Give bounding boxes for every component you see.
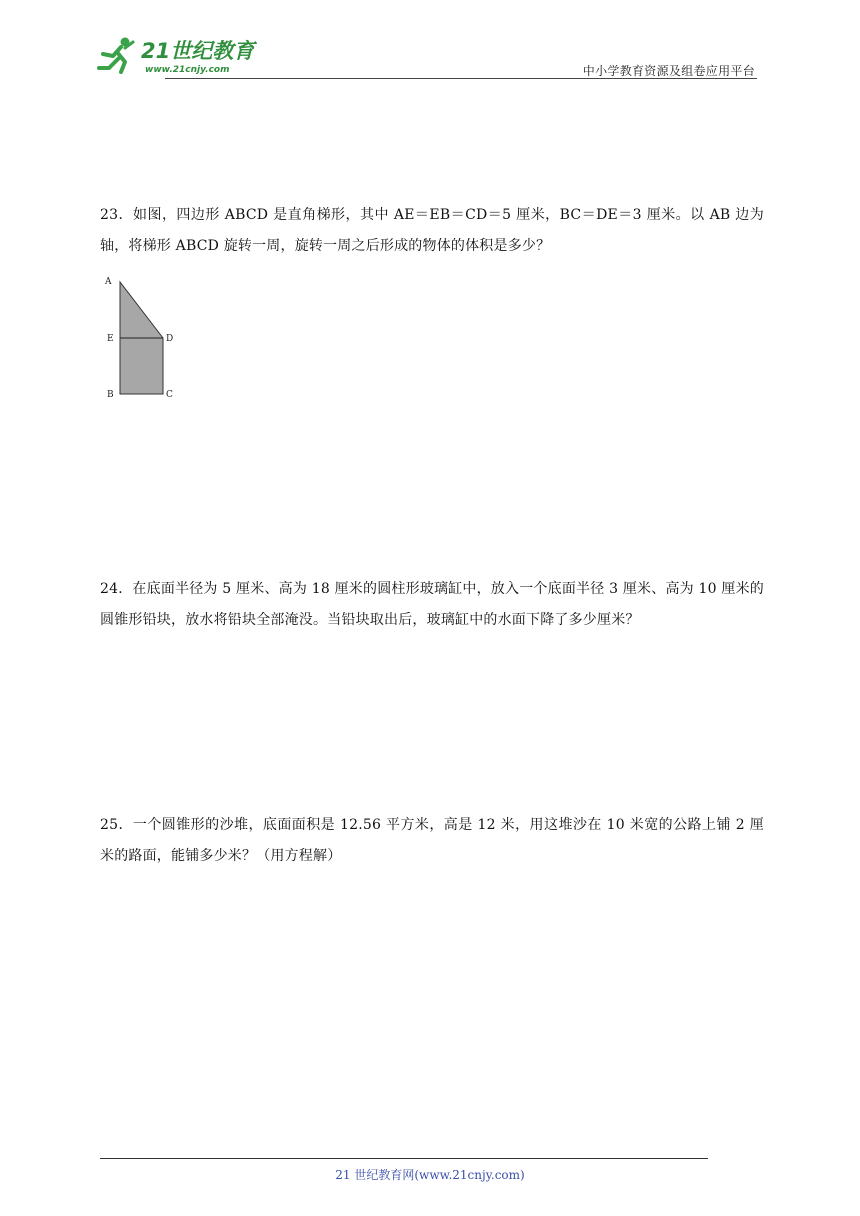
question-23 [100,200,764,262]
logo-text: 21世纪教育 [141,39,255,63]
label-a: A [105,277,112,287]
header-divider [165,78,757,79]
question-text: 在底面半径为 5 厘米、高为 18 厘米的圆柱形玻璃缸中，放入一个底面半径 3 厘米、高为 10 厘米的圆锥形铅块，放水将铅块全部淹没。当铅块取出后，玻璃缸中的水面下降了多少厘米？ [100,581,764,628]
label-d: D [166,334,174,344]
question-text: 如图，四边形 ABCD 是直角梯形，其中 AE＝EB＝CD＝5 厘米，BC＝DE＝3 厘米。以 AB 边为轴，将梯形 ABCD 旋转一周，旋转一周之后形成的物体的体积是多少？ [100,207,764,254]
trapezoid-figure [102,268,182,403]
question-25 [100,810,764,872]
logo [95,32,265,76]
footer-link[interactable]: 21 世纪教育网(www.21cnjy.com) [335,1168,525,1182]
question-24 [100,574,764,636]
question-number: 23． [100,207,133,223]
label-e: E [107,334,114,344]
footer-divider [100,1158,708,1159]
platform-label: 中小学教育资源及组卷应用平台 [582,64,755,78]
question-number: 24． [100,581,133,597]
question-number: 25． [100,817,133,833]
label-b: B [107,390,114,400]
logo-url: www.21cnjy.com [145,65,230,75]
page-header [95,30,757,80]
question-text: 一个圆锥形的沙堆，底面面积是 12.56 平方米，高是 12 米，用这堆沙在 10 米宽的公路上铺 2 厘米的路面，能铺多少米？（用方程解） [100,817,764,864]
runner-icon [99,38,133,73]
label-c: C [166,390,173,400]
